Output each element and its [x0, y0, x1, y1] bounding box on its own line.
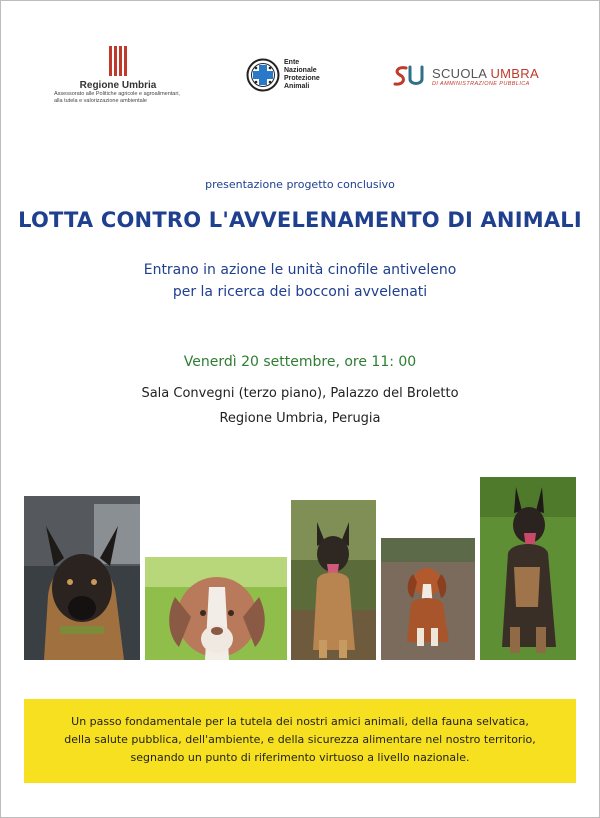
dog-photo-small-red-dog	[381, 538, 475, 660]
event-subtitle	[0, 259, 600, 303]
dog-photo-aussie-grass	[145, 557, 287, 660]
region-department-line2: alla tutela e valorizzazione ambientale	[54, 98, 147, 104]
banner-line1: Un passo fondamentale per la tutela dei nostri amici animali, della fauna selvatica,	[71, 715, 529, 728]
regione-umbria-emblem-icon	[108, 46, 128, 76]
event-kicker: presentazione progetto conclusivo	[205, 178, 395, 191]
region-name: Regione Umbria	[79, 80, 157, 91]
banner-line3: segnando un punto di riferimento virtuoso a livello nazionale.	[130, 751, 470, 764]
event-venue-line2: Regione Umbria, Perugia	[219, 411, 381, 426]
message-banner	[24, 699, 576, 783]
event-venue	[0, 381, 600, 431]
school-word-scuola: SCUOLA	[432, 65, 487, 81]
scuola-umbra-logo	[392, 63, 539, 89]
event-venue-line1: Sala Convegni (terzo piano), Palazzo del Broletto	[141, 386, 459, 401]
event-subtitle-line1: Entrano in azione le unità cinofile antiveleno	[143, 262, 457, 278]
enpa-logo	[246, 58, 320, 92]
su-monogram-icon	[392, 63, 428, 89]
school-tagline: DI AMMINISTRAZIONE PUBBLICA	[432, 80, 530, 87]
event-date: Venerdì 20 settembre, ore 11: 00	[183, 354, 417, 370]
regione-umbria-logo	[48, 46, 188, 105]
dog-photo-malinois-forest	[291, 500, 376, 660]
region-department-line1: Assessorato alle Politiche agricole e agroalimentari,	[54, 91, 180, 97]
dog-photo-malinois-car	[24, 496, 140, 660]
event-subtitle-line2: per la ricerca dei bocconi avvelenati	[172, 284, 428, 300]
enpa-name: Ente Nazionale Protezione Animali	[284, 59, 320, 90]
event-title: LOTTA CONTRO L'AVVELENAMENTO DI ANIMALI	[18, 208, 582, 232]
dog-photo-german-shepherd	[480, 477, 576, 660]
school-word-umbra: UMBRA	[490, 65, 539, 81]
enpa-cross-icon	[246, 58, 280, 92]
banner-line2: della salute pubblica, dell'ambiente, e della sicurezza alimentare nel nostro territorio,	[64, 733, 536, 746]
